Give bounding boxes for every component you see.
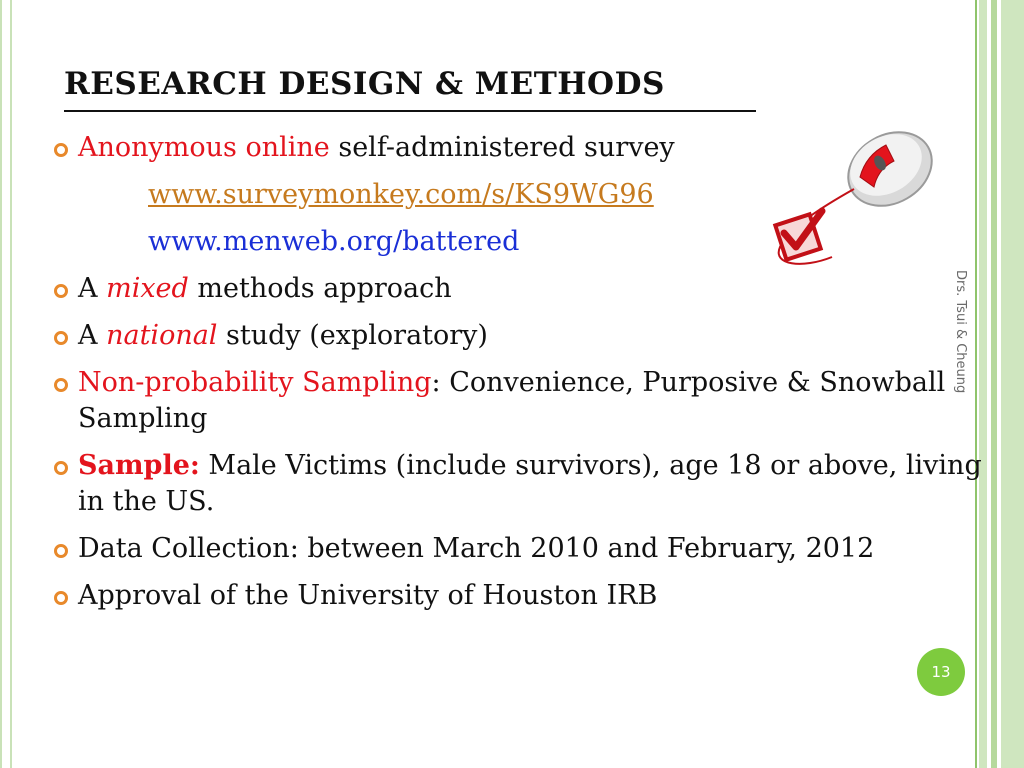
author-side-text: Drs. Tsui & Cheung (953, 270, 968, 394)
bullet-data-collection (52, 531, 982, 567)
page-number-badge: 13 (917, 648, 965, 696)
bullet-marker-icon (54, 591, 68, 605)
bullet-marker-icon (54, 143, 68, 157)
bullet-text: study (exploratory) (217, 320, 488, 351)
title-underline (64, 110, 756, 112)
red-checkbox-icon (775, 211, 822, 260)
bullet-mixed-methods (52, 271, 982, 307)
bullet-sampling (52, 365, 982, 437)
bullet-red-text: Non-probability Sampling (78, 367, 432, 398)
bullet-emphasis: mixed (106, 273, 189, 304)
menweb-link[interactable]: www.menweb.org/battered (148, 226, 520, 257)
bullet-text: : Convenience, Purposive & Snowball Sampling (78, 367, 946, 434)
right-frame-border (975, 0, 1024, 768)
bullet-text: Male Victims (include survivors), age 18 or above, living in the US. (78, 450, 982, 517)
bullet-marker-icon (54, 461, 68, 475)
bullet-emphasis: national (106, 320, 218, 351)
bullet-marker-icon (54, 378, 68, 392)
bullet-sample (52, 448, 982, 520)
mouse-checkbox-illustration (762, 115, 948, 275)
bullet-marker-icon (54, 544, 68, 558)
left-frame-border (0, 0, 12, 768)
bullet-prefix: A (78, 320, 107, 351)
bullet-prefix: A (78, 273, 107, 304)
bullet-text: Approval of the University of Houston IRB (78, 580, 658, 611)
bullet-text: Data Collection: between March 2010 and February, 2012 (78, 533, 875, 564)
bullet-irb-approval (52, 578, 982, 614)
surveymonkey-link[interactable]: www.surveymonkey.com/s/KS9WG96 (148, 179, 654, 210)
bullet-marker-icon (54, 331, 68, 345)
bullet-text: self-administered survey (329, 132, 675, 163)
bullet-red-text: Anonymous online (78, 132, 330, 163)
bullet-national-study (52, 318, 982, 354)
bullet-text: methods approach (188, 273, 452, 304)
bullet-marker-icon (54, 284, 68, 298)
bullet-red-bold-text: Sample: (78, 450, 200, 481)
slide-title: RESEARCH DESIGN & METHODS (64, 66, 665, 102)
